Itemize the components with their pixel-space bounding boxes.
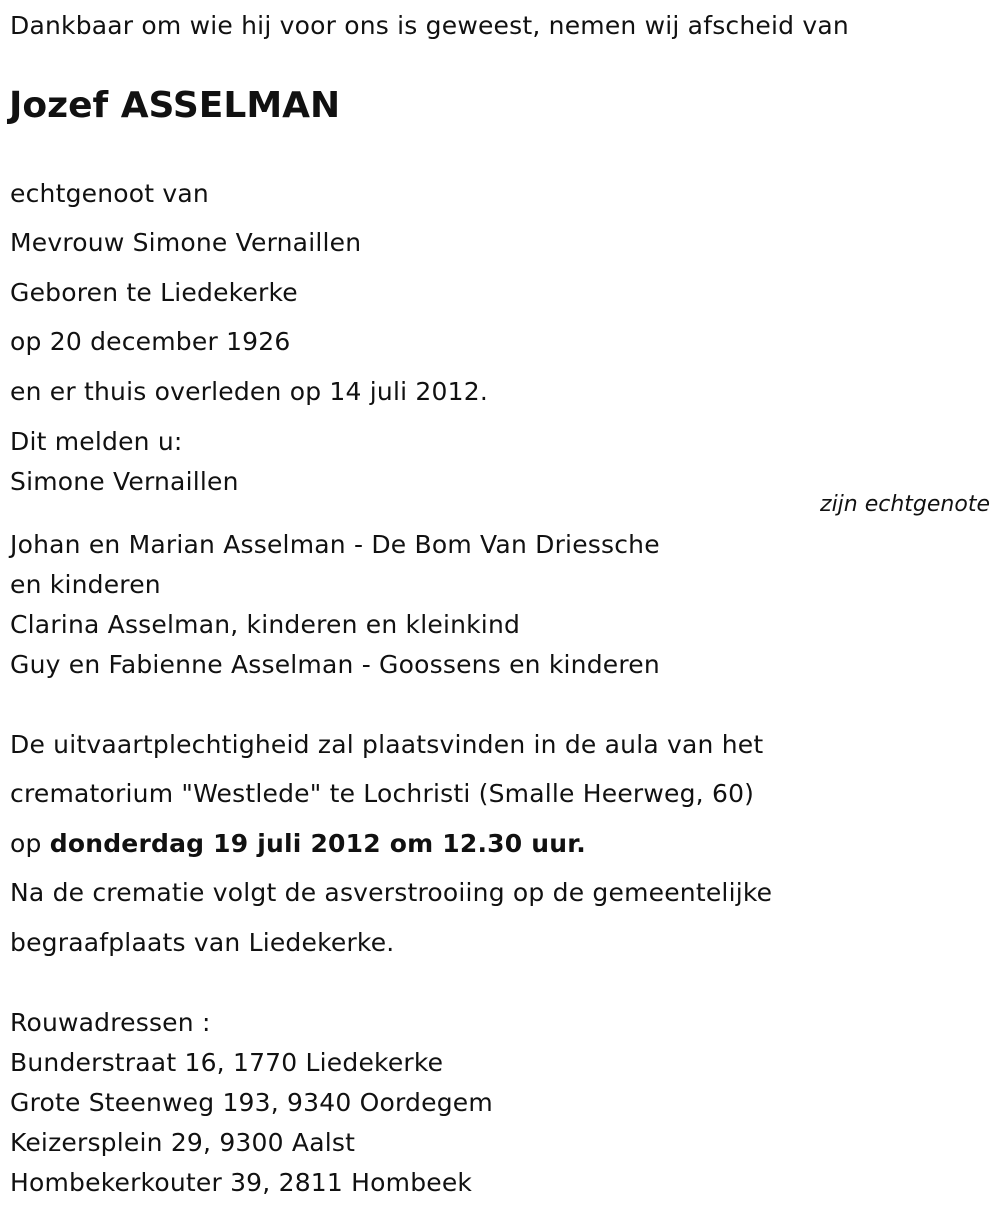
ceremony-line: crematorium "Westlede" te Lochristi (Smalle Heerweg, 60) (10, 779, 755, 808)
address-line: Bunderstraat 16, 1770 Liedekerke (10, 1048, 444, 1077)
address-line: Keizersplein 29, 9300 Aalst (10, 1128, 356, 1157)
family-member: Clarina Asselman, kinderen en kleinkind (10, 610, 521, 639)
family-member: en kinderen (10, 570, 161, 599)
ceremony-line: De uitvaartplechtigheid zal plaatsvinden in de aula van het (10, 730, 764, 759)
family-member-role: zijn echtgenote (820, 492, 990, 517)
intro-text: Dankbaar om wie hij voor ons is geweest, nemen wij afscheid van (10, 11, 849, 40)
family-member: Guy en Fabienne Asselman - Goossens en kinderen (10, 650, 660, 679)
announcers-intro: Dit melden u: (10, 427, 183, 456)
deceased-name: Jozef ASSELMAN (9, 85, 341, 126)
birth-place: Geboren te Liedekerke (10, 278, 298, 307)
family-member: Johan en Marian Asselman - De Bom Van Driessche (10, 530, 660, 559)
ceremony-date-prefix: op (10, 829, 42, 858)
ceremony-date (10, 829, 586, 859)
family-member: Simone Vernaillen (10, 467, 239, 496)
ceremony-line: begraafplaats van Liedekerke. (10, 928, 395, 957)
address-line: Grote Steenweg 193, 9340 Oordegem (10, 1088, 493, 1117)
address-line: Hombekerkouter 39, 2811 Hombeek (10, 1168, 473, 1197)
ceremony-line: Na de crematie volgt de asverstrooiing op de gemeentelijke (10, 878, 773, 907)
death-info: en er thuis overleden op 14 juli 2012. (10, 377, 488, 406)
birth-date: op 20 december 1926 (10, 327, 291, 356)
spouse-name: Mevrouw Simone Vernaillen (10, 228, 362, 257)
spouse-intro: echtgenoot van (10, 179, 209, 208)
ceremony-date-bold: donderdag 19 juli 2012 om 12.30 uur. (49, 829, 586, 858)
addresses-title: Rouwadressen : (10, 1008, 211, 1037)
